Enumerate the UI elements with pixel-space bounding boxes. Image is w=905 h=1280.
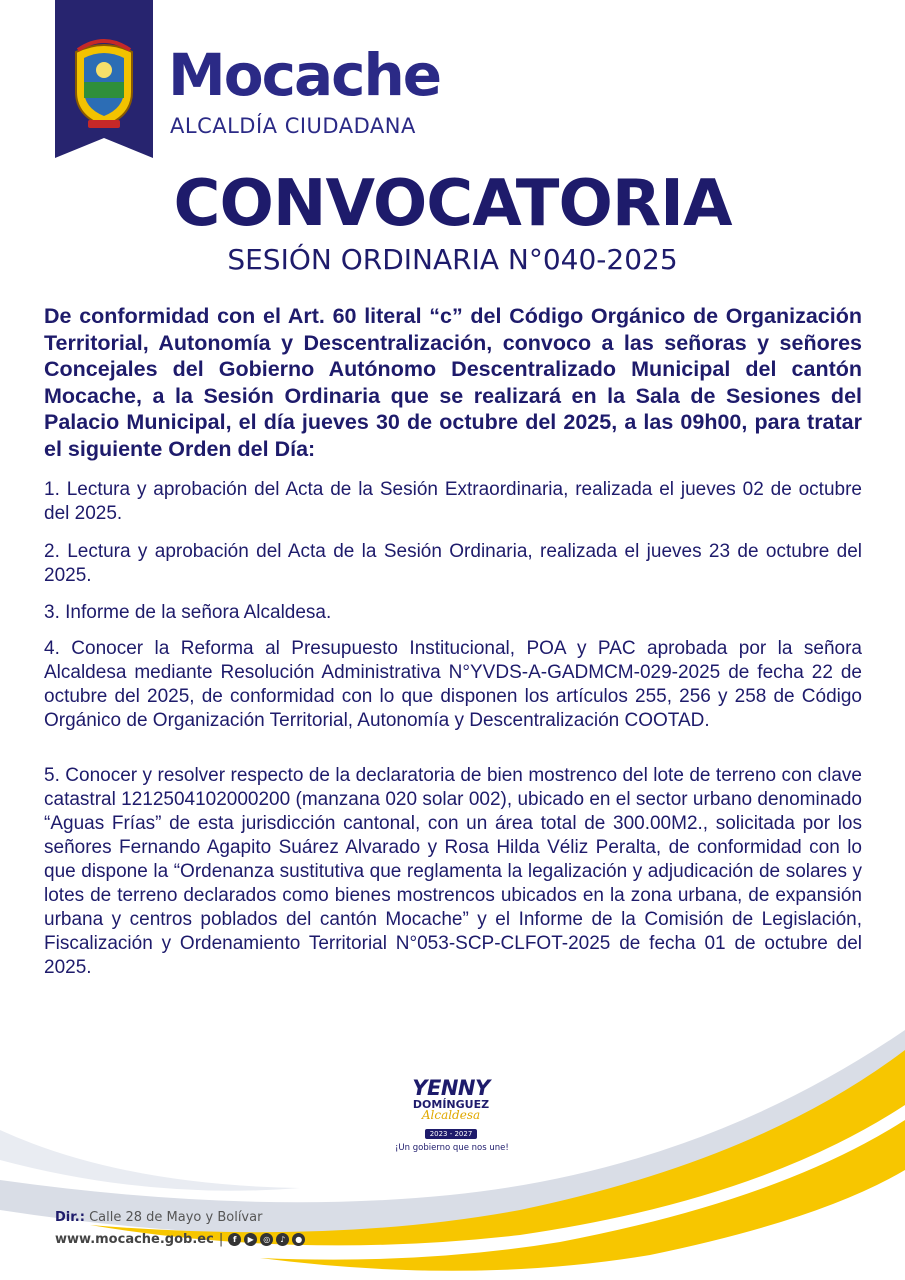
page-title: CONVOCATORIA bbox=[173, 167, 732, 241]
signature-role: Alcaldesa bbox=[421, 1108, 481, 1123]
agenda-item-2: 2. Lectura y aprobación del Acta de la Sesión Ordinaria, realizada el jueves 23 de octubre del 2025. bbox=[44, 541, 862, 586]
facebook-icon[interactable]: f bbox=[228, 1233, 241, 1246]
page-subtitle: SESIÓN ORDINARIA N°040-2025 bbox=[227, 243, 678, 276]
signature-slogan: ¡Un gobierno que nos une! bbox=[395, 1143, 509, 1154]
signature-first-name: YENNY bbox=[412, 1076, 490, 1100]
divider: | bbox=[218, 1232, 224, 1247]
intro-paragraph: De conformidad con el Art. 60 literal “c” del Código Orgánico de Organización Territorial, Autonomía y Descentralización, convoco a las señoras y señores Concejales del Gobierno Autónomo Descentralizado Municipal del cantón Mocache, a la Sesión Ordinaria que se realizará en la Sala de Sesiones del Palacio Municipal, el día jueves 30 de octubre del 2025, a las 09h00, para tratar el siguiente Orden del Día: bbox=[44, 304, 862, 461]
instagram-icon[interactable]: ◎ bbox=[260, 1233, 273, 1246]
web-icon[interactable]: ● bbox=[292, 1233, 305, 1246]
signature-last-name: DOMÍNGUEZ bbox=[412, 1098, 490, 1111]
brand-subtitle: ALCALDÍA CIUDADANA bbox=[170, 114, 416, 138]
footer-address bbox=[55, 1210, 262, 1225]
agenda-item-3: 3. Informe de la señora Alcaldesa. bbox=[44, 602, 332, 623]
youtube-icon[interactable]: ▶ bbox=[244, 1233, 257, 1246]
mayor-signature-logo bbox=[395, 1078, 507, 1153]
footer-web bbox=[55, 1232, 308, 1247]
website-link[interactable]: www.mocache.gob.ec bbox=[55, 1232, 214, 1247]
tiktok-icon[interactable]: ♪ bbox=[276, 1233, 289, 1246]
address-text: Calle 28 de Mayo y Bolívar bbox=[89, 1210, 263, 1225]
agenda-item-4: 4. Conocer la Reforma al Presupuesto Institucional, POA y PAC aprobada por la señora Alcaldesa mediante Resolución Administrativa N°YVDS-A-GADMCM-029-2025 de fecha 22 de octubre del 2025, de conformidad con lo que disponen los artículos 255, 256 y 258 de Código Orgánico de Organización Territorial, Autonomía y Descentralización COOTAD. bbox=[44, 638, 862, 731]
agenda-item-5: 5. Conocer y resolver respecto de la declaratoria de bien mostrenco del lote de terreno con clave catastral 1212504102000200 (manzana 020 solar 002), ubicado en el sector urbano denominado “Aguas Frías” de esta jurisdicción cantonal, con un área total de 300.00M2., solicitada por los señores Fernando Agapito Suárez Alvarado y Rosa Hilda Véliz Peralta, de conformidad con lo que dispone la “Ordenanza sustitutiva que reglamenta la legalización y adjudicación de solares y lotes de terreno declarados como bienes mostrencos ubicados en la zona urbana, de expansión urbana y centros poblados del cantón Mocache” y el Informe de la Comisión de Legislación, Fiscalización y Ordenamiento Territorial N°053-SCP-CLFOT-2025 de fecha 01 de octubre del 2025. bbox=[44, 765, 862, 978]
coat-of-arms-icon bbox=[68, 34, 140, 132]
address-label: Dir.: bbox=[55, 1210, 85, 1225]
agenda-item-1: 1. Lectura y aprobación del Acta de la Sesión Extraordinaria, realizada el jueves 02 de octubre del 2025. bbox=[44, 479, 862, 524]
signature-years: 2023 - 2027 bbox=[425, 1129, 478, 1139]
brand-name: Mocache bbox=[168, 41, 441, 109]
